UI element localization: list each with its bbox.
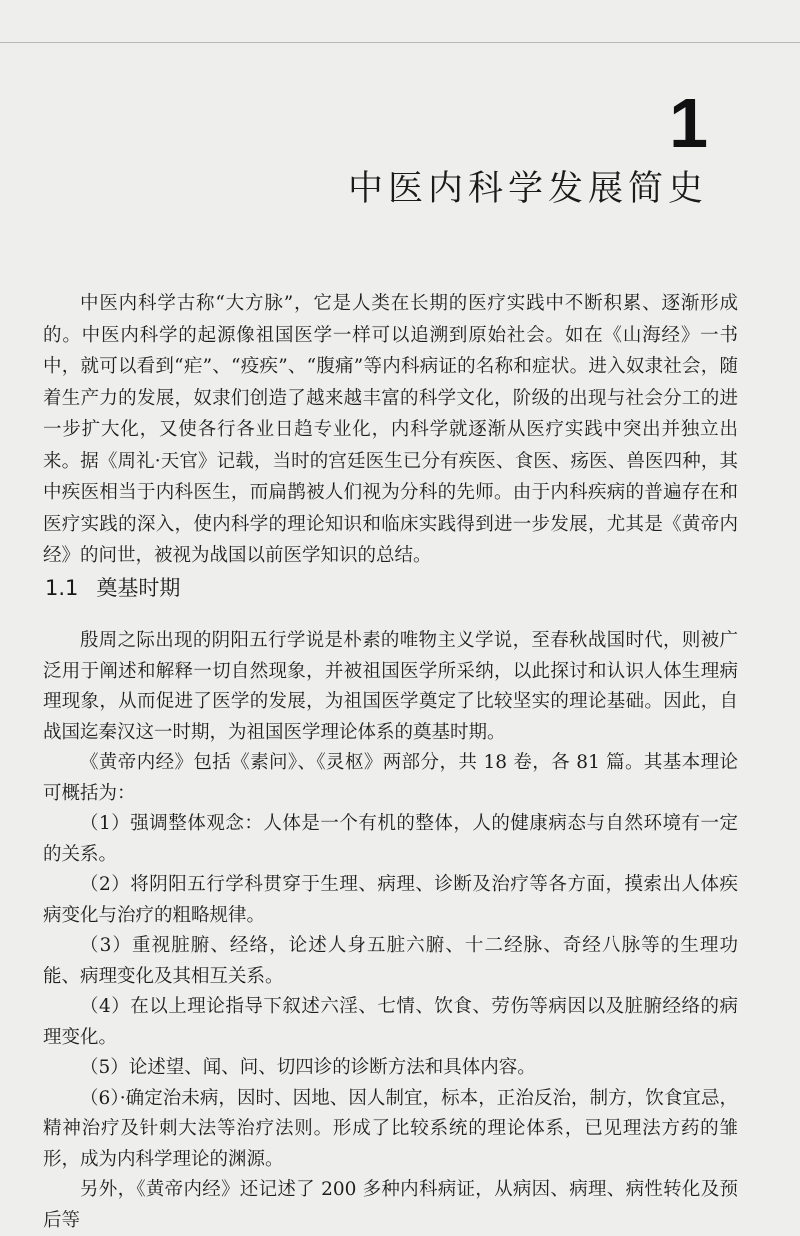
list-item-5: （5）论述望、闻、问、切四诊的诊断方法和具体内容。 [80, 1057, 536, 1078]
section-heading [45, 572, 180, 602]
section-title: 奠基时期 [96, 576, 181, 600]
paragraph-3: 另外，《黄帝内经》还记述了 200 多种内科病证，从病因、病理、病性转化及预后等 [43, 1179, 738, 1231]
intro-section [43, 288, 738, 572]
list-item-4: （4）在以上理论指导下叙述六淫、七情、饮食、劳伤等病因以及脏腑经络的病理变化。 [43, 996, 738, 1048]
chapter-number: 1 [669, 84, 708, 162]
section-number: 1.1 [45, 576, 79, 600]
paragraph-2: 《黄帝内经》包括《素问》、《灵枢》两部分，共 18 卷，各 81 篇。其基本理论可概括为： [43, 752, 738, 804]
section-body [43, 626, 738, 1236]
page-header-rule [0, 0, 800, 43]
list-item-1: （1）强调整体观念：人体是一个有机的整体，人的健康病态与自然环境有一定的关系。 [43, 813, 738, 865]
list-item-3: （3）重视脏腑、经络，论述人身五脏六腑、十二经脉、奇经八脉等的生理功能、病理变化及其相互关系。 [43, 935, 738, 987]
chapter-title: 中医内科学发展简史 [347, 169, 708, 209]
list-item-2: （2）将阴阳五行学科贯穿于生理、病理、诊断及治疗等各方面，摸索出人体疾病变化与治疗的粗略规律。 [43, 874, 738, 926]
paragraph-1: 殷周之际出现的阴阳五行学说是朴素的唯物主义学说，至春秋战国时代，则被广泛用于阐述和解释一切自然现象，并被祖国医学所采纳，以此探讨和认识人体生理病理现象，从而促进了医学的发展，为祖国医学奠定了比较坚实的理论基础。因此，自战国迄秦汉这一时期，为祖国医学理论体系的奠基时期。 [43, 630, 738, 743]
list-item-6: （6）·确定治未病，因时、因地、因人制宜，标本，正治反治，制方，饮食宜忌，精神治疗及针刺大法等治疗法则。形成了比较系统的理论体系，已见理法方药的雏形，成为内科学理论的渊源。 [43, 1087, 738, 1170]
intro-paragraph: 中医内科学古称“大方脉”，它是人类在长期的医疗实践中不断积累、逐渐形成的。中医内科学的起源像祖国医学一样可以追溯到原始社会。如在《山海经》一书中，就可以看到“疟”、“疫疾”、“腹痛”等内科病证的名称和症状。进入奴隶社会，随着生产力的发展，奴隶们创造了越来越丰富的科学文化，阶级的出现与社会分工的进一步扩大化，又使各行各业日趋专业化，内科学就逐渐从医疗实践中突出并独立出来。据《周礼·天官》记载，当时的宫廷医生已分有疾医、食医、疡医、兽医四种，其中疾医相当于内科医生，而扁鹊被人们视为分科的先师。由于内科疾病的普遍存在和医疗实践的深入，使内科学的理论知识和临床实践得到进一步发展，尤其是《黄帝内经》的问世，被视为战国以前医学知识的总结。 [43, 293, 738, 566]
